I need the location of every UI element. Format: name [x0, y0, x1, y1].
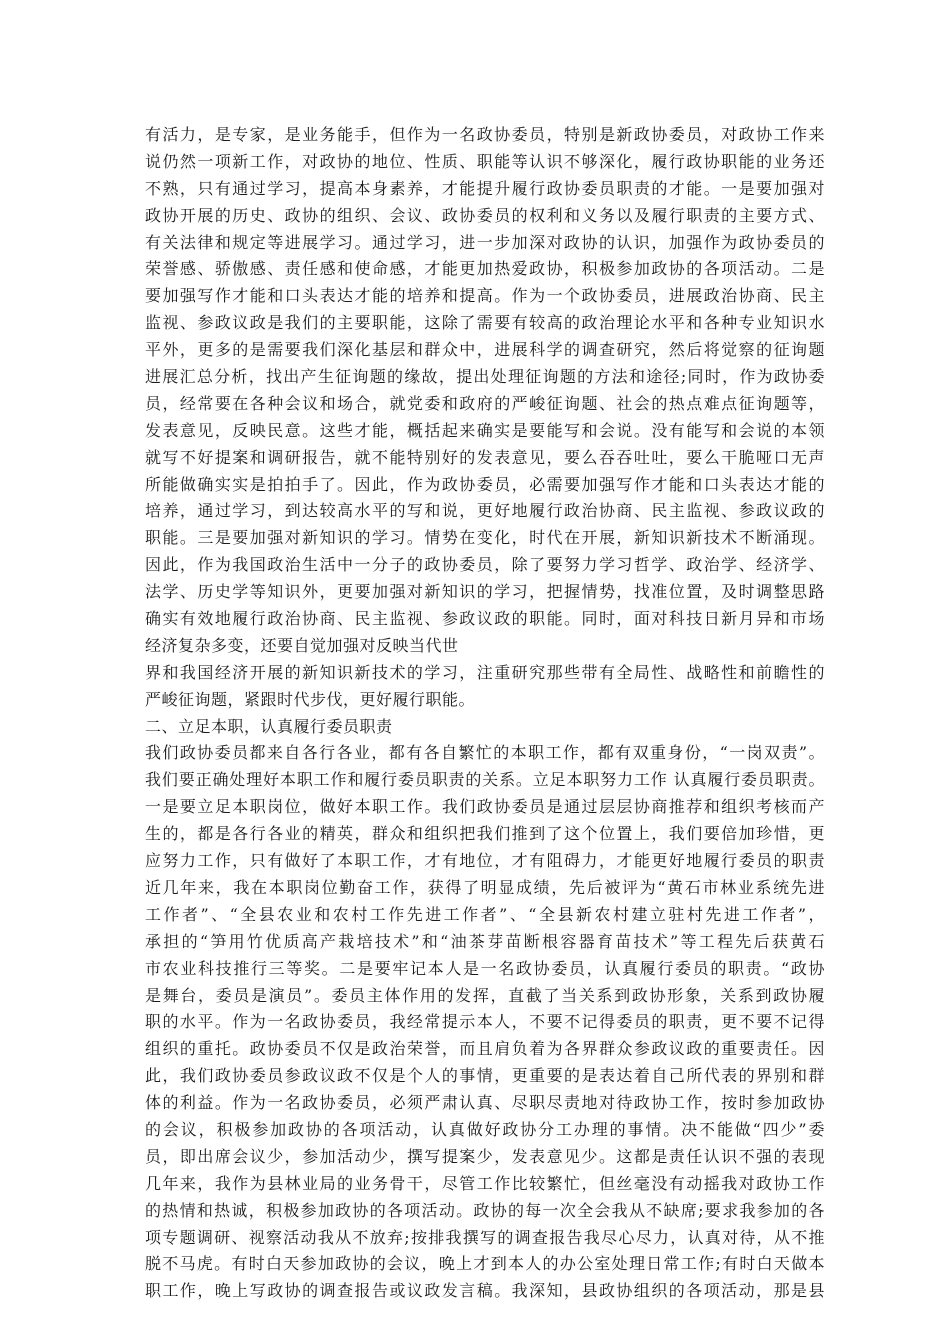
text-line: 脱不马虎。有时白天参加政协的会议，晚上才到本人的办公室处理日常工作;有时白天做本 — [145, 1254, 825, 1274]
text-line: 监视、参政议政是我们的主要职能，这除了需要有较高的政治理论水平和各种专业知识水 — [145, 313, 825, 333]
text-line: 承担的“笋用竹优质高产栽培技术”和“油茶芽苗断根容器育苗技术”等工程先后获黄石 — [145, 931, 825, 951]
text-line: 项专题调研、视察活动我从不放弃;按排我撰写的调查报告我尽心尽力，认真对待，从不推 — [145, 1227, 825, 1247]
text-line: 组织的重托。政协委员不仅是政治荣誉，而且肩负着为各界群众参政议政的重要责任。因 — [145, 1039, 825, 1059]
text-line: 不熟，只有通过学习，提高本身素养，才能提升履行政协委员职责的才能。一是要加强对 — [145, 178, 825, 198]
text-line: 应努力工作，只有做好了本职工作，才有地位，才有阻碍力，才能更好地履行委员的职责 — [145, 851, 825, 871]
text-line: 职的水平。作为一名政协委员，我经常提示本人，不要不记得委员的职责，更不要不记得 — [145, 1012, 825, 1032]
text-line: 培养，通过学习，到达较高水平的写和说，更好地履行政治协商、民主监视、参政议政的 — [145, 501, 825, 521]
text-line: 的热情和热诚，积极参加政协的各项活动。政协的每一次全会我从不缺席;要求我参加的各 — [145, 1200, 825, 1220]
text-line: 发表意见，反映民意。这些才能，概括起来确实是要能写和会说。没有能写和会说的本领 — [145, 420, 825, 440]
text-line: 政协开展的历史、政协的组织、会议、政协委员的权利和义务以及履行职责的主要方式、 — [145, 205, 825, 225]
text-line: 就写不好提案和调研报告，就不能特别好的发表意见，要么吞吞吐吐，要么干脆哑口无声 — [145, 447, 825, 467]
text-line: 此，我们政协委员参政议政不仅是个人的事情，更重要的是表达着自己所代表的界别和群 — [145, 1066, 825, 1086]
text-line: 确实有效地履行政治协商、民主监视、参政议政的职能。同时，面对科技日新月异和市场 — [145, 609, 825, 629]
text-line: 界和我国经济开展的新知识新技术的学习，注重研究那些带有全局性、战略性和前瞻性的 — [145, 662, 825, 682]
text-line: 工作者”、“全县农业和农村工作先进工作者”、“全县新农村建立驻村先进工作者”， — [145, 904, 825, 924]
text-line: 法学、历史学等知识外，更要加强对新知识的学习，把握情势，找准位置，及时调整思路 — [145, 582, 825, 602]
text-line: 严峻征询题，紧跟时代步伐，更好履行职能。 — [145, 689, 476, 709]
text-line: 我们要正确处理好本职工作和履行委员职责的关系。立足本职努力工作 认真履行委员职责。 — [145, 770, 825, 790]
text-line: 因此，作为我国政治生活中一分子的政协委员，除了要努力学习哲学、政治学、经济学、 — [145, 555, 825, 575]
text-line: 几年来，我作为县林业局的业务骨干，尽管工作比较繁忙，但丝毫没有动摇我对政协工作 — [145, 1173, 825, 1193]
text-line: 所能做确实实是拍拍手了。因此，作为政协委员，必需要加强写作才能和口头表达才能的 — [145, 474, 825, 494]
text-line: 的会议，积极参加政协的各项活动，认真做好政协分工办理的事情。决不能做“四少”委 — [145, 1119, 825, 1139]
text-line: 经济复杂多变，还要自觉加强对反映当代世 — [145, 635, 459, 655]
text-line: 员，即出席会议少，参加活动少，撰写提案少，发表意见少。这都是责任认识不强的表现 — [145, 1146, 825, 1166]
text-line: 员，经常要在各种会议和场合，就党委和政府的严峻征询题、社会的热点难点征询题等， — [145, 393, 825, 413]
text-line: 一是要立足本职岗位，做好本职工作。我们政协委员是通过层层协商推荐和组织考核而产 — [145, 797, 825, 817]
text-line: 是舞台，委员是演员”。委员主体作用的发挥，直截了当关系到政协形象，关系到政协履 — [145, 985, 825, 1005]
text-line: 进展汇总分析，找出产生征询题的缘故，提出处理征询题的方法和途径;同时，作为政协委 — [145, 367, 825, 387]
document-body — [145, 122, 825, 1305]
text-line: 职工作，晚上写政协的调查报告或议政发言稿。我深知，县政协组织的各项活动，那是县 — [145, 1281, 825, 1301]
text-line: 职能。三是要加强对新知识的学习。情势在变化，时代在开展，新知识新技术不断涌现。 — [145, 528, 825, 548]
text-line: 近几年来，我在本职岗位勤奋工作，获得了明显成绩，先后被评为“黄石市林业系统先进 — [145, 877, 825, 897]
text-line: 市农业科技推行三等奖。二是要牢记本人是一名政协委员，认真履行委员的职责。“政协 — [145, 958, 825, 978]
text-line: 有关法律和规定等进展学习。通过学习，进一步加深对政协的认识，加强作为政协委员的 — [145, 232, 825, 252]
text-line: 荣誉感、骄傲感、责任感和使命感，才能更加热爱政协，积极参加政协的各项活动。二是 — [145, 259, 825, 279]
text-line: 有活力，是专家，是业务能手，但作为一名政协委员，特别是新政协委员，对政协工作来 — [145, 125, 825, 144]
text-line: 我们政协委员都来自各行各业，都有各自繁忙的本职工作，都有双重身份，“一岗双责”。 — [145, 743, 825, 763]
text-line: 平外，更多的是需要我们深化基层和群众中，进展科学的调查研究，然后将觉察的征询题 — [145, 340, 825, 360]
text-line: 说仍然一项新工作，对政协的地位、性质、职能等认识不够深化，履行政协职能的业务还 — [145, 151, 825, 171]
text-line: 要加强写作才能和口头表达才能的培养和提高。作为一个政协委员，进展政治协商、民主 — [145, 286, 825, 306]
text-line: 体的利益。作为一名政协委员，必须严肃认真、尽职尽责地对待政协工作，按时参加政协 — [145, 1093, 825, 1113]
text-line: 生的，都是各行各业的精英，群众和组织把我们推到了这个位置上，我们要倍加珍惜，更 — [145, 824, 825, 844]
section-heading: 二、立足本职，认真履行委员职责 — [145, 716, 393, 736]
